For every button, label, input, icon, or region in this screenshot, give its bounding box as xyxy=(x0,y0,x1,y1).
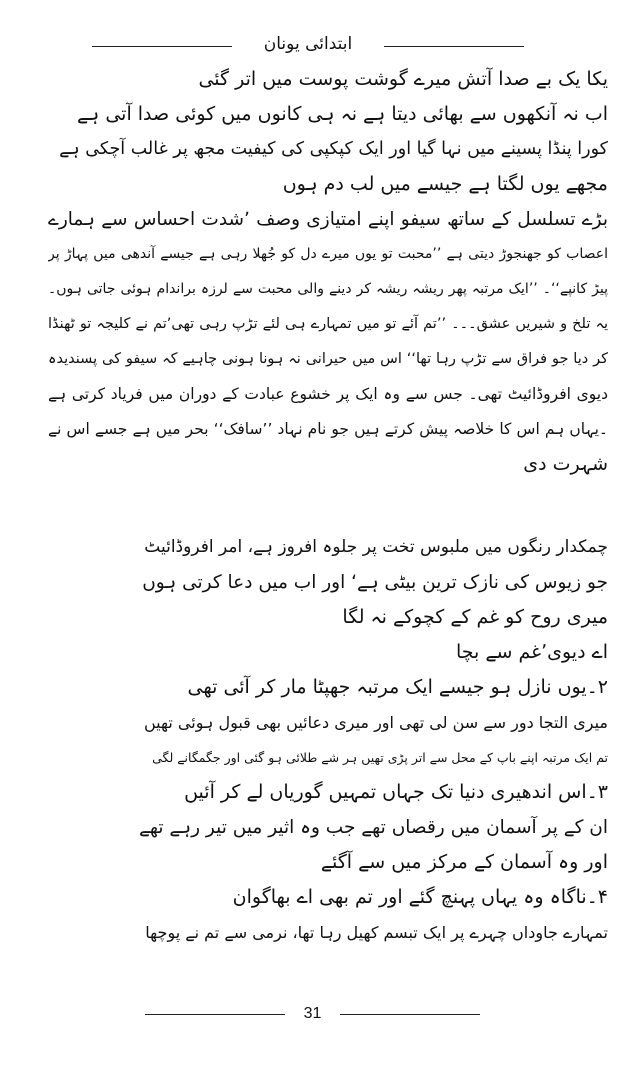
page-number: 31 xyxy=(303,1005,322,1022)
poem-line: اے دیوی٬غم سے بچا xyxy=(456,641,608,663)
paragraph-line: پیڑ کانپے‘‘۔ ’’ایک مرتبہ پھر ریشہ ریشہ کر دینے والی محبت سے لرزہ براندام ہوئی جاتی ہوں۔ xyxy=(48,281,608,297)
verse-line-intro-1: یکا یک بے صدا آتش میرے گوشت پوست میں اتر گئی xyxy=(198,68,608,90)
poem-line: تمہارے جاوداں چہرے پر ایک تبسم کھیل رہا تھا، نرمی سے تم نے پوچھا xyxy=(145,923,608,942)
poem-line: ۳۔اس اندھیری دنیا تک جہاں تمہیں گوریاں لے کر آئیں xyxy=(184,781,608,803)
footer-rule-right xyxy=(340,1014,480,1015)
page-footer xyxy=(0,1000,642,1030)
paragraph-line: بڑے تسلسل کے ساتھ سیفو اپنے امتیازی وصف ٬شدت احساس سے ہمارے xyxy=(48,209,608,230)
header-rule-right xyxy=(384,46,524,47)
poem-lines xyxy=(138,530,608,950)
running-title: ابتدائی یونان xyxy=(263,34,353,54)
prose-block xyxy=(48,62,608,482)
verse-line-intro-4: مجھے یوں لگتا ہے جیسے میں لب دم ہوں xyxy=(282,173,608,195)
poem-line: چمکدار رنگوں میں ملبوس تخت پر جلوہ افروز ہے، امر افروڈائیٹ xyxy=(144,537,608,557)
paragraph-line: اعصاب کو جھنجوڑ دیتی ہے ’’محبت تو یوں میرے دل کو جُھلا رہی ہے جیسے آندھی میں پہاڑ پر xyxy=(48,246,608,262)
verse-line-intro-2: اب نہ آنکھوں سے بھائی دیتا ہے نہ ہی کانوں میں کوئی صدا آتی ہے xyxy=(77,103,608,125)
poem-line: ان کے پر آسمان میں رقصاں تھے جب وہ اثیر میں تیر رہے تھے xyxy=(139,817,608,838)
poem-line: تم ایک مرتبہ اپنے باپ کے محل سے اتر پڑی تھیں ہر شے طلائی ہو گئی اور جگمگانے لگی xyxy=(152,750,608,765)
paragraph-line: کر دیا جو فراق سے تڑپ رہا تھا‘‘ اس میں حیرانی نہ ہونا ہونی چاہیے کہ سیفو کی پسندیدہ xyxy=(48,351,608,367)
page-header xyxy=(0,28,642,64)
poem-line: ۲۔یوں نازل ہو جیسے ایک مرتبہ جھپٹا مار کر آئی تھی xyxy=(187,676,608,698)
paragraph-line: دیوی افروڈائیٹ تھی۔ جس سے وہ ایک پر خشوع عبادت کے دوران میں فریاد کرتی ہے xyxy=(48,385,608,403)
paragraph-line: ۔یہاں ہم اس کا خلاصہ پیش کرتے ہیں جو نام نہاد ’’سافک‘‘ بحر میں ہے جسے اس نے xyxy=(48,420,608,438)
poem-line: ۴۔ناگاہ وہ یہاں پہنچ گئے اور تم بھی اے بھاگوان xyxy=(232,886,608,908)
poem-line: میری روح کو غم کے کچوکے نہ لگا xyxy=(342,606,608,628)
header-rule-left xyxy=(92,46,232,47)
poem-line: اور وہ آسمان کے مرکز میں سے آگئے xyxy=(320,851,608,873)
paragraph-line: یہ تلخ و شیریں عشق۔۔۔ ’’تم آئے تو میں تمہارے ہی لئے تڑپ رہی تھی٬تم نے کلیجہ تو ٹھنڈا xyxy=(48,316,608,332)
poem-line: جو زیوس کی نازک ترین بیٹی ہے‘ اور اب میں دعا کرتی ہوں xyxy=(142,572,608,593)
poem-line: میری التجا دور سے سن لی تھی اور میری دعائیں بھی قبول ہوئی تھیں xyxy=(144,713,608,732)
footer-rule-left xyxy=(145,1014,285,1015)
paragraph-last-line: شہرت دی xyxy=(523,453,608,475)
verse-line-intro-3: کورا پنڈا پسینے میں نہا گیا اور ایک کپکپی کی کیفیت مجھ پر غالب آچکی ہے xyxy=(59,139,608,159)
